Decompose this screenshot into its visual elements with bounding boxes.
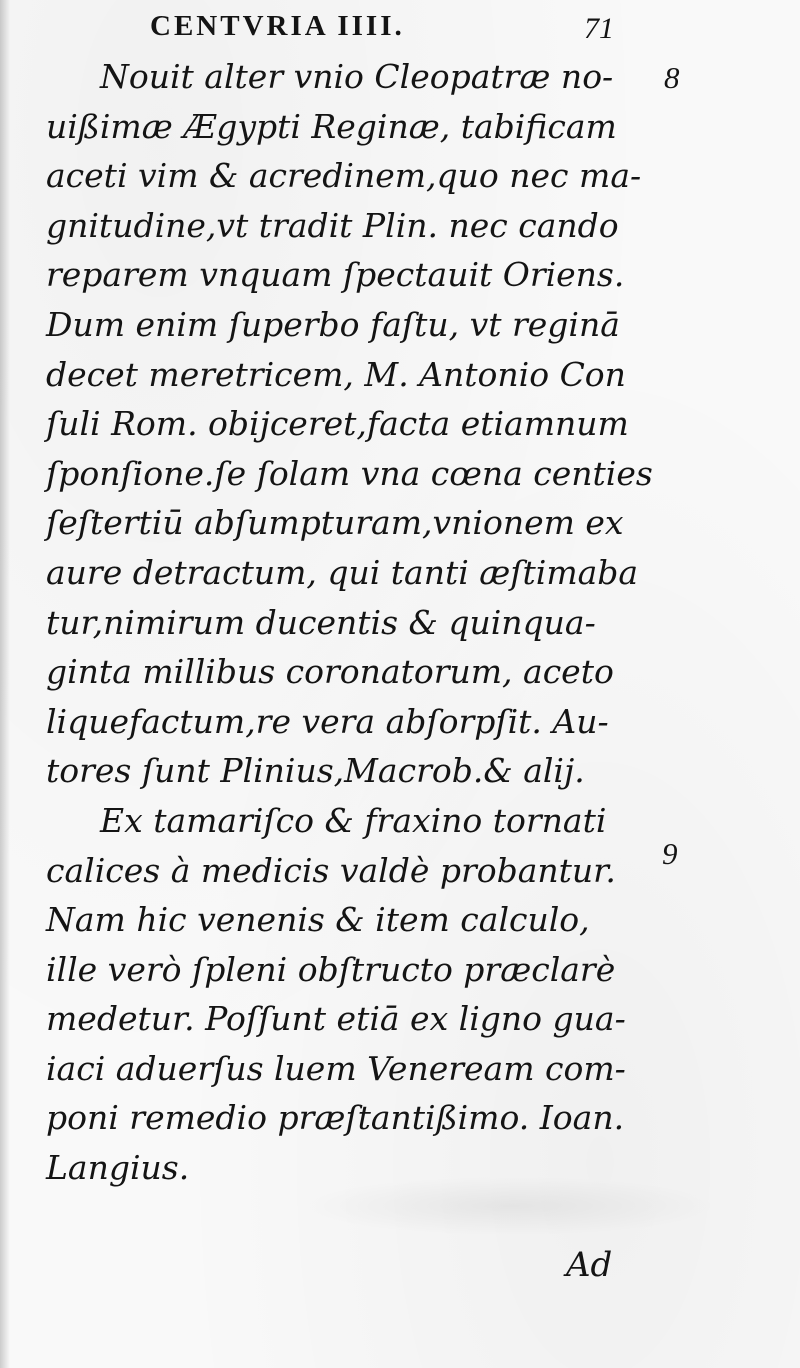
text-line: decet meretricem, M. Antonio Con [46, 354, 626, 394]
text-line: ginta millibus coronatorum, aceto [46, 652, 614, 692]
text-line: Dum enim ſuperbo faſtu, vt reginā [46, 304, 620, 344]
text-line: Ex tamariſco & fraxino tornati [100, 800, 607, 840]
catchword: Ad [566, 1245, 613, 1285]
text-line: ſuli Rom. obijceret,facta etiamnum [46, 404, 629, 444]
running-head: CENTVRIA IIII. [150, 10, 405, 42]
text-line: Nouit alter vnio Cleopatræ no- [100, 57, 614, 96]
binding-shadow [0, 0, 10, 1368]
text-line: uißimæ Ægypti Reginæ, tabificam [46, 106, 617, 146]
text-line: Langius. [46, 1148, 190, 1188]
body-text [46, 52, 653, 1193]
text-line: aure detractum, qui tanti æſtimaba [46, 552, 639, 592]
marginal-note-number: 9 [662, 836, 678, 871]
text-line: tores ſunt Plinius,Macrob.& alij. [46, 751, 585, 791]
text-line: poni remedio præſtantißimo. Ioan. [46, 1098, 625, 1138]
text-line: ille verò ſpleni obſtructo præclarè [46, 949, 616, 989]
text-line: iaci aduerſus luem Veneream com- [46, 1048, 626, 1088]
text-line: Nam hic venenis & item calculo, [46, 900, 590, 940]
page-number: 71 [584, 12, 614, 45]
text-line: aceti vim & acredinem,quo nec ma- [46, 156, 642, 196]
text-line: gnitudine,vt tradit Plin. nec cando [46, 205, 619, 245]
text-line: ſeſtertiū abſumpturam,vnionem ex [46, 503, 624, 543]
text-line: tur,nimirum ducentis & quinqua- [46, 602, 596, 642]
text-line: calices à medicis valdè probantur. [46, 850, 616, 890]
text-line: reparem vnquam ſpectauit Oriens. [46, 255, 625, 295]
text-line: ſponſione.ſe ſolam vna cœna centies [46, 453, 653, 493]
marginal-note-number: 8 [664, 60, 680, 95]
text-line: medetur. Poſſunt etiā ex ligno gua- [46, 999, 626, 1039]
text-line: liquefactum,re vera abſorpſit. Au- [46, 701, 609, 741]
